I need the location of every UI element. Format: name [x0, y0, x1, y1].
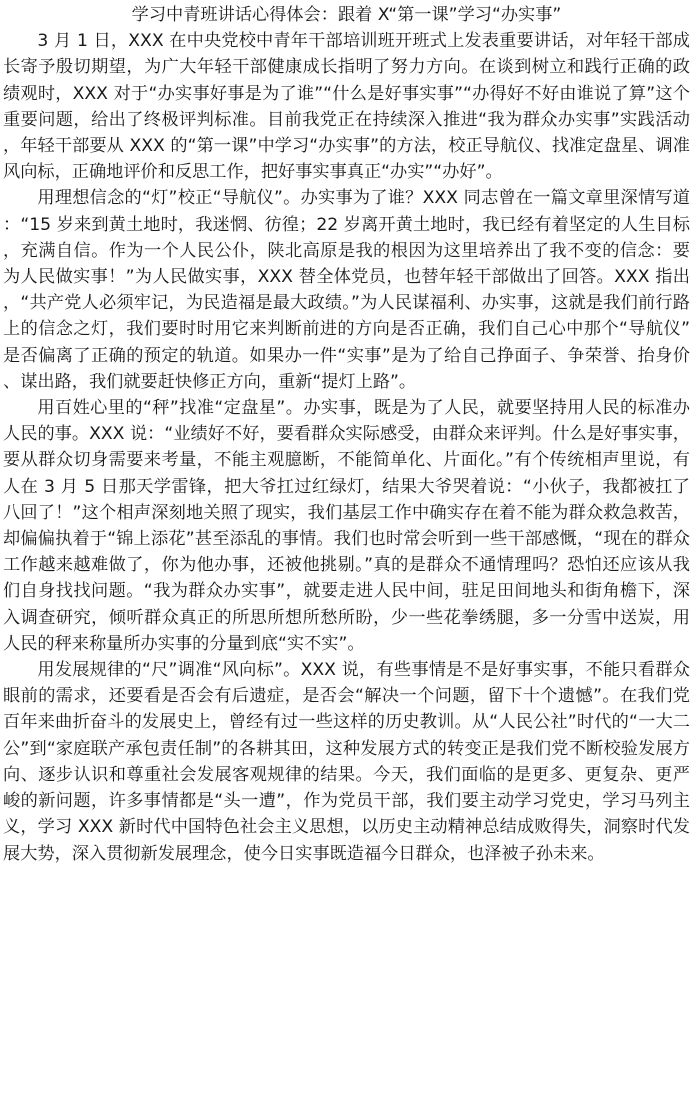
paragraph-text: XXX 说，有些事情是不是好事实事，不能只看群众眼前的需求，还要看是否会有后遗症，是否会“解决一个问题，留下十个遗憾”。在我们党百年来曲折奋斗的发展史上，曾经有过一些这样的历史教训。从“人民公社”时代的“一大二公”到“家庭联产承包责任制”的各耕其田，这种发展方式的转变正是我们党不断校验发展方向、逐步认识和尊重社会发展客观规律的结果。今天，我们面临的是更多、更复杂、更严峻的新问题，许多事情都是“头一遭”，作为党员干部，我们要主动学习党史，学习马列主义，学习 XXX 新时代中国特色社会主义思想，以历史主动精神总结成败得失，洞察时代发展大势，深入贯彻新发展理念，使今日实事既造福今日群众，也泽被子孙未来。 [3, 660, 690, 864]
paragraph-text: 办实事，既是为了人民，就要坚持用人民的标准办人民的事。XXX 说：“业绩好不好，要看群众实际感受，由群众来评判。什么是好事实事，要从群众切身需要来考量，不能主观臆断，不能简单化、片面化。”有个传统相声里说，有人在 3 月 5 日那天学雷锋，把大爷扛过红绿灯，结果大爷哭着说：“小伙子，我都被扛了八回了！”这个相声深刻地关照了现实，我们基层工作中确实存在着不能为群众救急救苦，却偏偏执着于“锦上添花”甚至添乱的事情。我们也时常会听到一些干部感慨，“现在的群众工作越来越难做了，你为他办事，还被他挑剔。”真的是群众不通情理吗？恐怕还应该从我们自身找找问题。“我为群众办实事”，就要走进人民中间，驻足田间地头和街角檐下，深入调查研究，倾听群众真正的所思所想所愁所盼，少一些花拳绣腿，多一分雪中送炭，用人民的秤来称量所办实事的分量到底“实不实”。 [3, 398, 690, 654]
paragraph-ruler [3, 657, 690, 867]
paragraph-intro [3, 28, 690, 185]
paragraph-scale [3, 395, 690, 657]
paragraph-text: 3 月 1 日，XXX 在中央党校中青年干部培训班开班式上发表重要讲话，对年轻干部成长寄予殷切期望，为广大年轻干部健康成长指明了努力方向。在谈到树立和践行正确的政绩观时，XXX 对于“办实事好事是为了谁”“什么是好事实事”“办得好不好由谁说了算”这个重要问题，给出了终极评判标准。目前我党正在持续深入推进“我为群众办实事”实践活动，年轻干部要从 XXX 的“第一课”中学习“办实事”的方法，校正导航仪、找准定盘星、调准风向标，正确地评价和反思工作，把好事实事真正“办实”“办好”。 [3, 31, 690, 183]
paragraph-lead: 用发展规律的“尺”调准“风向标”。 [37, 660, 301, 681]
paragraph-navigation [3, 185, 690, 395]
document-title: 学习中青班讲话心得体会：跟着 X“第一课”学习“办实事” [131, 5, 562, 25]
paragraph-lead: 用理想信念的“灯”校正“导航仪”。 [37, 188, 301, 209]
paragraph-lead: 用百姓心里的“秤”找准“定盘星”。 [37, 398, 304, 419]
paragraph-text: 办实事为了谁？XXX 同志曾在一篇文章里深情写道：“15 岁来到黄土地时，我迷惘、彷徨；22 岁离开黄土地时，我已经有着坚定的人生目标，充满自信。作为一个人民公仆，陕北高原是我的根因为这里培养出了我不变的信念：要为人民做实事！”为人民做实事，XXX 替全体党员，也替年轻干部做出了回答。XXX 指出，“共产党人必须牢记，为民造福是最大政绩。”为人民谋福利、办实事，这就是我们前行路上的信念之灯，我们要时时用它来判断前进的方向是否正确，我们自己心中那个“导航仪”是否偏离了正确的预定的轨道。如果办一件“实事”是为了给自己挣面子、争荣誉、抬身价、谋出路，我们就要赶快修正方向，重新“提灯上路”。 [3, 188, 690, 392]
